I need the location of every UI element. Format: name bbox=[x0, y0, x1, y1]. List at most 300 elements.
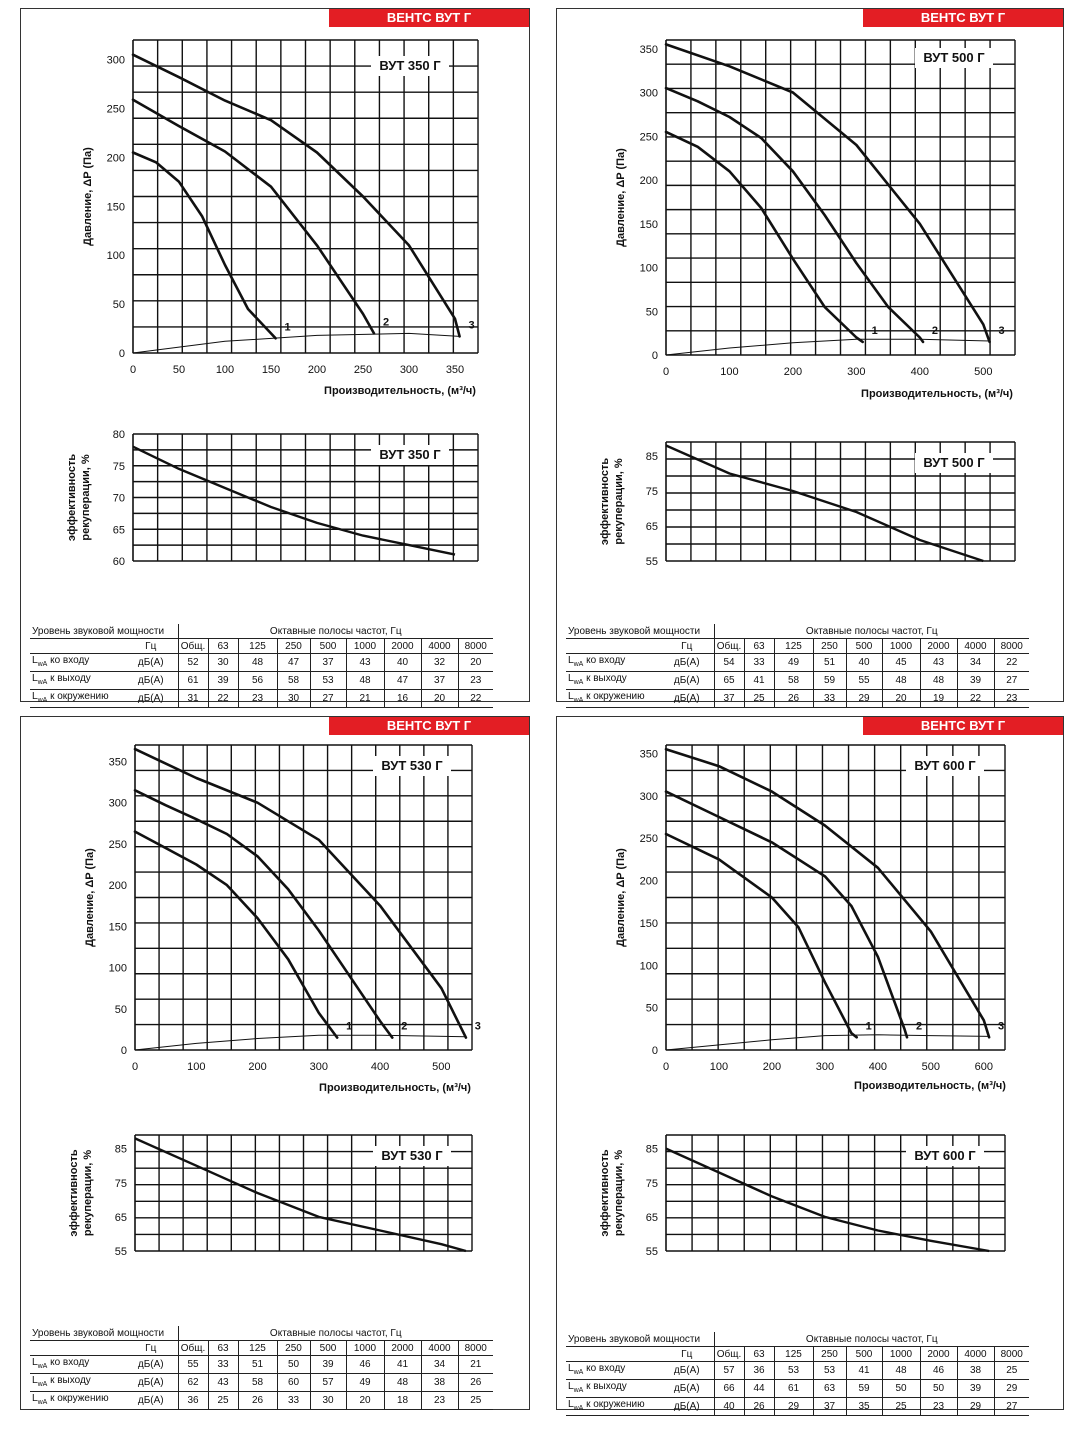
fan-curve-2 bbox=[666, 88, 923, 342]
row-label: $L_{wA}$ к окружению bbox=[30, 690, 124, 708]
y-tick-label: 100 bbox=[639, 960, 658, 973]
table-cell: 38 bbox=[421, 1374, 458, 1392]
band-header: 500 bbox=[310, 639, 346, 654]
table-cell: 30 bbox=[277, 690, 310, 708]
table-cell: 39 bbox=[310, 1356, 346, 1374]
y-tick-label: 200 bbox=[106, 152, 125, 165]
fan-curve-1 bbox=[135, 832, 337, 1038]
table-cell: 51 bbox=[238, 1356, 277, 1374]
table-cell: 62 bbox=[178, 1374, 208, 1392]
band-header: 500 bbox=[846, 1347, 882, 1362]
table-cell: 48 bbox=[882, 1362, 920, 1380]
network-curve bbox=[666, 339, 990, 355]
y-tick-label: 55 bbox=[645, 1246, 658, 1258]
y-axis-title: Давление, ΔP (Па) bbox=[84, 848, 96, 947]
brand-label: ВЕНТС ВУТ Г bbox=[863, 9, 1063, 27]
table-cell: 59 bbox=[813, 672, 846, 690]
brand-label: ВЕНТС ВУТ Г bbox=[329, 9, 529, 27]
table-title: Уровень звуковой мощности bbox=[566, 1332, 714, 1347]
table-cell: 20 bbox=[421, 690, 458, 708]
band-header: 63 bbox=[744, 1347, 774, 1362]
x-tick-label: 200 bbox=[307, 364, 327, 376]
table-cell: 37 bbox=[714, 690, 744, 708]
x-axis-title: Производительность, (м³/ч) bbox=[324, 385, 476, 397]
table-cell: 54 bbox=[714, 654, 744, 672]
x-tick-label: 100 bbox=[720, 366, 739, 378]
x-tick-label: 0 bbox=[662, 366, 670, 378]
y-axis-title: Давление, ΔP (Па) bbox=[82, 147, 94, 246]
table-cell: 61 bbox=[178, 672, 208, 690]
sound-power-table bbox=[566, 1332, 1029, 1416]
table-cell: 48 bbox=[920, 672, 957, 690]
table-cell: 25 bbox=[208, 1392, 238, 1410]
row-label: $L_{wA}$ ко входу bbox=[30, 654, 124, 672]
fan-curve-1 bbox=[133, 153, 276, 339]
sound-power-table bbox=[30, 1326, 493, 1410]
table-title: Уровень звуковой мощности bbox=[30, 1326, 178, 1341]
hz-header: Гц bbox=[124, 639, 178, 654]
band-header: 2000 bbox=[920, 639, 957, 654]
model-label: ВУТ 530 Г bbox=[381, 1148, 443, 1163]
table-cell: 37 bbox=[310, 654, 346, 672]
row-label: $L_{wA}$ к выходу bbox=[30, 672, 124, 690]
x-tick-label: 0 bbox=[662, 1061, 670, 1073]
y-tick-label: 85 bbox=[645, 1143, 658, 1156]
y-tick-label: 75 bbox=[114, 1177, 127, 1190]
y-tick-label: 300 bbox=[108, 797, 127, 810]
table-bands-title: Октавные полосы частот, Гц bbox=[178, 624, 493, 639]
table-cell: 21 bbox=[458, 1356, 493, 1374]
table-cell: 47 bbox=[384, 672, 421, 690]
table-cell: 22 bbox=[957, 690, 994, 708]
table-cell: 33 bbox=[744, 654, 774, 672]
x-axis-title: Производительность, (м³/ч) bbox=[319, 1082, 471, 1094]
total-header: Общ. bbox=[714, 639, 744, 654]
band-header: 4000 bbox=[957, 639, 994, 654]
y-tick-label: 75 bbox=[112, 460, 125, 473]
band-header: 125 bbox=[774, 639, 813, 654]
unit-cell: дБ(А) bbox=[660, 654, 714, 672]
table-cell: 57 bbox=[310, 1374, 346, 1392]
unit-cell: дБ(А) bbox=[124, 1392, 178, 1410]
y-tick-label: 65 bbox=[112, 524, 125, 537]
x-tick-label: 200 bbox=[248, 1061, 267, 1073]
table-cell: 43 bbox=[920, 654, 957, 672]
table-cell: 23 bbox=[994, 690, 1029, 708]
x-tick-label: 300 bbox=[309, 1061, 328, 1073]
band-header: 63 bbox=[208, 639, 238, 654]
sound-power-table bbox=[30, 624, 493, 708]
table-cell: 41 bbox=[846, 1362, 882, 1380]
brand-label: ВЕНТС ВУТ Г bbox=[329, 717, 529, 735]
table-cell: 51 bbox=[813, 654, 846, 672]
table-cell: 37 bbox=[421, 672, 458, 690]
table-cell: 43 bbox=[346, 654, 384, 672]
model-label: ВУТ 350 Г bbox=[379, 58, 441, 73]
unit-cell: дБ(А) bbox=[124, 672, 178, 690]
row-label: $L_{wA}$ ко входу bbox=[566, 654, 660, 672]
table-cell: 48 bbox=[384, 1374, 421, 1392]
band-header: 63 bbox=[744, 639, 774, 654]
band-header: 500 bbox=[846, 639, 882, 654]
band-header: 4000 bbox=[957, 1347, 994, 1362]
table-cell: 50 bbox=[920, 1380, 957, 1398]
table-cell: 25 bbox=[458, 1392, 493, 1410]
curve-label: 3 bbox=[998, 324, 1005, 337]
curve-label: 1 bbox=[865, 1020, 872, 1033]
table-cell: 53 bbox=[774, 1362, 813, 1380]
table-cell: 34 bbox=[957, 654, 994, 672]
table-cell: 55 bbox=[846, 672, 882, 690]
eff-axis-title-2: рекуперации, % bbox=[82, 1149, 94, 1237]
y-tick-label: 300 bbox=[106, 54, 125, 67]
table-cell: 23 bbox=[421, 1392, 458, 1410]
x-axis-title: Производительность, (м³/ч) bbox=[854, 1080, 1006, 1092]
table-cell: 22 bbox=[208, 690, 238, 708]
model-label: ВУТ 500 Г bbox=[923, 455, 985, 470]
table-cell: 30 bbox=[208, 654, 238, 672]
x-tick-label: 600 bbox=[974, 1061, 993, 1073]
brand-label: ВЕНТС ВУТ Г bbox=[863, 717, 1063, 735]
x-tick-label: 400 bbox=[910, 366, 929, 378]
y-tick-label: 0 bbox=[651, 1045, 658, 1057]
eff-axis-title-1: эффективность bbox=[68, 1149, 80, 1237]
eff-axis-title-1: эффективность bbox=[599, 1149, 611, 1237]
row-label: $L_{wA}$ ко входу bbox=[30, 1356, 124, 1374]
x-tick-label: 400 bbox=[370, 1061, 390, 1073]
band-header: 125 bbox=[774, 1347, 813, 1362]
unit-cell: дБ(А) bbox=[124, 1356, 178, 1374]
table-cell: 22 bbox=[994, 654, 1029, 672]
y-tick-label: 65 bbox=[114, 1211, 127, 1224]
table-cell: 16 bbox=[384, 690, 421, 708]
table-cell: 27 bbox=[994, 1398, 1029, 1416]
band-header: 2000 bbox=[384, 639, 421, 654]
table-cell: 53 bbox=[310, 672, 346, 690]
table-cell: 55 bbox=[178, 1356, 208, 1374]
model-label: ВУТ 530 Г bbox=[381, 758, 443, 773]
table-cell: 48 bbox=[238, 654, 277, 672]
x-tick-label: 300 bbox=[815, 1061, 835, 1073]
table-cell: 52 bbox=[178, 654, 208, 672]
y-axis-title: Давление, ΔP (Па) bbox=[615, 148, 627, 247]
hz-header: Гц bbox=[660, 1347, 714, 1362]
x-tick-label: 500 bbox=[974, 366, 993, 378]
table-cell: 46 bbox=[346, 1356, 384, 1374]
band-header: 2000 bbox=[384, 1341, 421, 1356]
y-tick-label: 200 bbox=[639, 175, 658, 187]
table-cell: 33 bbox=[277, 1392, 310, 1410]
y-tick-label: 250 bbox=[639, 131, 658, 144]
table-cell: 31 bbox=[178, 690, 208, 708]
table-cell: 39 bbox=[208, 672, 238, 690]
table-cell: 29 bbox=[957, 1398, 994, 1416]
table-cell: 22 bbox=[458, 690, 493, 708]
fan-curve-2 bbox=[135, 790, 392, 1037]
table-cell: 61 bbox=[774, 1380, 813, 1398]
y-tick-label: 75 bbox=[645, 486, 658, 498]
eff-axis-title-1: эффективность bbox=[599, 457, 611, 546]
table-bands-title: Октавные полосы частот, Гц bbox=[178, 1326, 493, 1341]
sound-power-table bbox=[566, 624, 1029, 708]
x-tick-label: 500 bbox=[921, 1061, 941, 1073]
table-cell: 60 bbox=[277, 1374, 310, 1392]
curve-label: 1 bbox=[284, 321, 291, 334]
table-cell: 25 bbox=[882, 1398, 920, 1416]
table-cell: 20 bbox=[346, 1392, 384, 1410]
band-header: 4000 bbox=[421, 1341, 458, 1356]
table-cell: 37 bbox=[813, 1398, 846, 1416]
curve-label: 2 bbox=[401, 1020, 408, 1033]
table-cell: 26 bbox=[774, 690, 813, 708]
curve-label: 2 bbox=[931, 324, 939, 337]
y-tick-label: 300 bbox=[639, 790, 658, 803]
band-header: 1000 bbox=[346, 1341, 384, 1356]
band-header: 8000 bbox=[458, 639, 493, 654]
table-cell: 48 bbox=[346, 672, 384, 690]
fan-curve-1 bbox=[666, 834, 857, 1037]
x-tick-label: 250 bbox=[353, 364, 373, 376]
y-tick-label: 0 bbox=[120, 1045, 127, 1057]
table-cell: 39 bbox=[957, 672, 994, 690]
y-tick-label: 50 bbox=[114, 1003, 127, 1016]
band-header: 250 bbox=[813, 1347, 846, 1362]
eff-axis-title-2: рекуперации, % bbox=[613, 1149, 625, 1237]
x-tick-label: 200 bbox=[783, 366, 803, 378]
x-tick-label: 400 bbox=[868, 1061, 888, 1073]
band-header: 8000 bbox=[994, 1347, 1029, 1362]
fan-curve-1 bbox=[666, 132, 863, 342]
x-tick-label: 300 bbox=[399, 364, 419, 376]
band-header: 2000 bbox=[920, 1347, 957, 1362]
table-cell: 57 bbox=[714, 1362, 744, 1380]
table-cell: 46 bbox=[920, 1362, 957, 1380]
band-header: 250 bbox=[277, 639, 310, 654]
unit-cell: дБ(А) bbox=[660, 1398, 714, 1416]
y-tick-label: 55 bbox=[645, 556, 658, 568]
y-tick-label: 350 bbox=[108, 756, 127, 769]
curve-label: 2 bbox=[382, 316, 390, 329]
table-cell: 49 bbox=[774, 654, 813, 672]
x-tick-label: 150 bbox=[261, 364, 281, 376]
total-header: Общ. bbox=[178, 639, 208, 654]
table-cell: 58 bbox=[774, 672, 813, 690]
table-cell: 25 bbox=[744, 690, 774, 708]
y-tick-label: 100 bbox=[639, 262, 658, 275]
x-tick-label: 200 bbox=[762, 1061, 782, 1073]
y-tick-label: 250 bbox=[106, 103, 125, 116]
table-cell: 26 bbox=[458, 1374, 493, 1392]
total-header: Общ. bbox=[714, 1347, 744, 1362]
table-cell: 29 bbox=[994, 1380, 1029, 1398]
band-header: 8000 bbox=[458, 1341, 493, 1356]
eff-axis-title-2: рекуперации, % bbox=[80, 454, 92, 541]
x-tick-label: 0 bbox=[129, 364, 137, 376]
row-label: $L_{wA}$ к выходу bbox=[566, 672, 660, 690]
unit-cell: дБ(А) bbox=[660, 1362, 714, 1380]
unit-cell: дБ(А) bbox=[124, 654, 178, 672]
table-cell: 30 bbox=[310, 1392, 346, 1410]
row-label: $L_{wA}$ к окружению bbox=[566, 690, 660, 708]
table-cell: 32 bbox=[421, 654, 458, 672]
table-title: Уровень звуковой мощности bbox=[30, 624, 178, 639]
y-axis-title: Давление, ΔP (Па) bbox=[615, 848, 627, 947]
y-tick-label: 200 bbox=[108, 880, 127, 893]
table-cell: 59 bbox=[846, 1380, 882, 1398]
x-tick-label: 50 bbox=[172, 364, 186, 376]
unit-cell: дБ(А) bbox=[660, 690, 714, 708]
y-tick-label: 250 bbox=[639, 833, 658, 846]
table-cell: 25 bbox=[994, 1362, 1029, 1380]
table-cell: 47 bbox=[277, 654, 310, 672]
curve-label: 3 bbox=[474, 1020, 481, 1033]
unit-cell: дБ(А) bbox=[660, 672, 714, 690]
x-tick-label: 0 bbox=[131, 1061, 139, 1073]
curve-label: 3 bbox=[998, 1020, 1005, 1033]
x-tick-label: 500 bbox=[432, 1061, 451, 1073]
y-tick-label: 65 bbox=[645, 1211, 658, 1224]
row-label: $L_{wA}$ к окружению bbox=[30, 1392, 124, 1410]
table-cell: 33 bbox=[813, 690, 846, 708]
table-cell: 19 bbox=[920, 690, 957, 708]
model-label: ВУТ 500 Г bbox=[923, 50, 985, 65]
table-cell: 40 bbox=[384, 654, 421, 672]
fan-curve-3 bbox=[135, 749, 466, 1038]
table-cell: 49 bbox=[346, 1374, 384, 1392]
table-cell: 53 bbox=[813, 1362, 846, 1380]
table-cell: 26 bbox=[744, 1398, 774, 1416]
table-cell: 18 bbox=[384, 1392, 421, 1410]
x-tick-label: 300 bbox=[847, 366, 866, 378]
table-cell: 20 bbox=[458, 654, 493, 672]
curve-label: 1 bbox=[871, 324, 878, 337]
y-tick-label: 65 bbox=[645, 521, 658, 533]
table-cell: 26 bbox=[238, 1392, 277, 1410]
table-cell: 35 bbox=[846, 1398, 882, 1416]
table-cell: 23 bbox=[238, 690, 277, 708]
y-tick-label: 150 bbox=[639, 218, 658, 231]
y-tick-label: 150 bbox=[639, 917, 658, 930]
row-label: $L_{wA}$ к окружению bbox=[566, 1398, 660, 1416]
row-label: $L_{wA}$ к выходу bbox=[30, 1374, 124, 1392]
x-axis-title: Производительность, (м³/ч) bbox=[861, 388, 1013, 400]
y-tick-label: 50 bbox=[645, 306, 658, 319]
y-tick-label: 75 bbox=[645, 1177, 658, 1190]
curve-label: 2 bbox=[915, 1020, 923, 1033]
y-tick-label: 100 bbox=[108, 962, 127, 975]
band-header: 125 bbox=[238, 1341, 277, 1356]
table-cell: 27 bbox=[994, 672, 1029, 690]
band-header: 63 bbox=[208, 1341, 238, 1356]
model-label: ВУТ 600 Г bbox=[914, 1148, 976, 1163]
table-cell: 50 bbox=[277, 1356, 310, 1374]
table-cell: 38 bbox=[957, 1362, 994, 1380]
y-tick-label: 50 bbox=[645, 1002, 658, 1015]
table-cell: 58 bbox=[277, 672, 310, 690]
band-header: 8000 bbox=[994, 639, 1029, 654]
y-tick-label: 300 bbox=[639, 87, 658, 100]
row-label: $L_{wA}$ к выходу bbox=[566, 1380, 660, 1398]
y-tick-label: 100 bbox=[106, 250, 125, 263]
unit-cell: дБ(А) bbox=[124, 690, 178, 708]
curve-label: 3 bbox=[468, 319, 475, 332]
y-tick-label: 250 bbox=[108, 838, 127, 851]
y-tick-label: 70 bbox=[112, 492, 125, 505]
y-tick-label: 0 bbox=[651, 350, 658, 362]
y-tick-label: 150 bbox=[106, 201, 125, 214]
y-tick-label: 85 bbox=[645, 451, 658, 463]
table-cell: 33 bbox=[208, 1356, 238, 1374]
band-header: 1000 bbox=[882, 639, 920, 654]
table-cell: 50 bbox=[882, 1380, 920, 1398]
y-tick-label: 0 bbox=[118, 348, 125, 360]
table-cell: 43 bbox=[208, 1374, 238, 1392]
unit-cell: дБ(А) bbox=[124, 1374, 178, 1392]
table-cell: 36 bbox=[744, 1362, 774, 1380]
band-header: 4000 bbox=[421, 639, 458, 654]
eff-axis-title-1: эффективность bbox=[66, 453, 78, 542]
y-tick-label: 80 bbox=[112, 429, 125, 441]
table-cell: 23 bbox=[920, 1398, 957, 1416]
band-header: 1000 bbox=[882, 1347, 920, 1362]
table-cell: 65 bbox=[714, 672, 744, 690]
network-curve bbox=[135, 1035, 466, 1050]
table-cell: 40 bbox=[714, 1398, 744, 1416]
x-tick-label: 350 bbox=[445, 364, 465, 376]
y-tick-label: 350 bbox=[639, 43, 658, 56]
table-cell: 63 bbox=[813, 1380, 846, 1398]
table-cell: 45 bbox=[882, 654, 920, 672]
x-tick-label: 100 bbox=[215, 364, 235, 376]
unit-cell: дБ(А) bbox=[660, 1380, 714, 1398]
band-header: 1000 bbox=[346, 639, 384, 654]
y-tick-label: 55 bbox=[114, 1246, 127, 1258]
y-tick-label: 200 bbox=[639, 875, 658, 888]
table-cell: 66 bbox=[714, 1380, 744, 1398]
table-bands-title: Октавные полосы частот, Гц bbox=[714, 624, 1029, 639]
hz-header: Гц bbox=[660, 639, 714, 654]
table-title: Уровень звуковой мощности bbox=[566, 624, 714, 639]
fan-curve-3 bbox=[666, 749, 989, 1037]
y-tick-label: 350 bbox=[639, 748, 658, 761]
hz-header: Гц bbox=[124, 1341, 178, 1356]
total-header: Общ. bbox=[178, 1341, 208, 1356]
table-cell: 58 bbox=[238, 1374, 277, 1392]
table-cell: 36 bbox=[178, 1392, 208, 1410]
table-cell: 56 bbox=[238, 672, 277, 690]
table-cell: 39 bbox=[957, 1380, 994, 1398]
table-cell: 20 bbox=[882, 690, 920, 708]
band-header: 125 bbox=[238, 639, 277, 654]
table-bands-title: Октавные полосы частот, Гц bbox=[714, 1332, 1029, 1347]
y-tick-label: 150 bbox=[108, 921, 127, 934]
table-cell: 48 bbox=[882, 672, 920, 690]
y-tick-label: 50 bbox=[112, 299, 125, 312]
table-cell: 23 bbox=[458, 672, 493, 690]
table-cell: 29 bbox=[774, 1398, 813, 1416]
table-cell: 41 bbox=[744, 672, 774, 690]
table-cell: 27 bbox=[310, 690, 346, 708]
band-header: 500 bbox=[310, 1341, 346, 1356]
x-tick-label: 100 bbox=[709, 1061, 729, 1073]
table-cell: 40 bbox=[846, 654, 882, 672]
y-tick-label: 60 bbox=[112, 556, 125, 568]
curve-label: 1 bbox=[346, 1020, 353, 1033]
network-curve bbox=[666, 1035, 989, 1050]
model-label: ВУТ 350 Г bbox=[379, 447, 441, 462]
fan-curve-2 bbox=[133, 100, 374, 334]
model-label: ВУТ 600 Г bbox=[914, 758, 976, 773]
